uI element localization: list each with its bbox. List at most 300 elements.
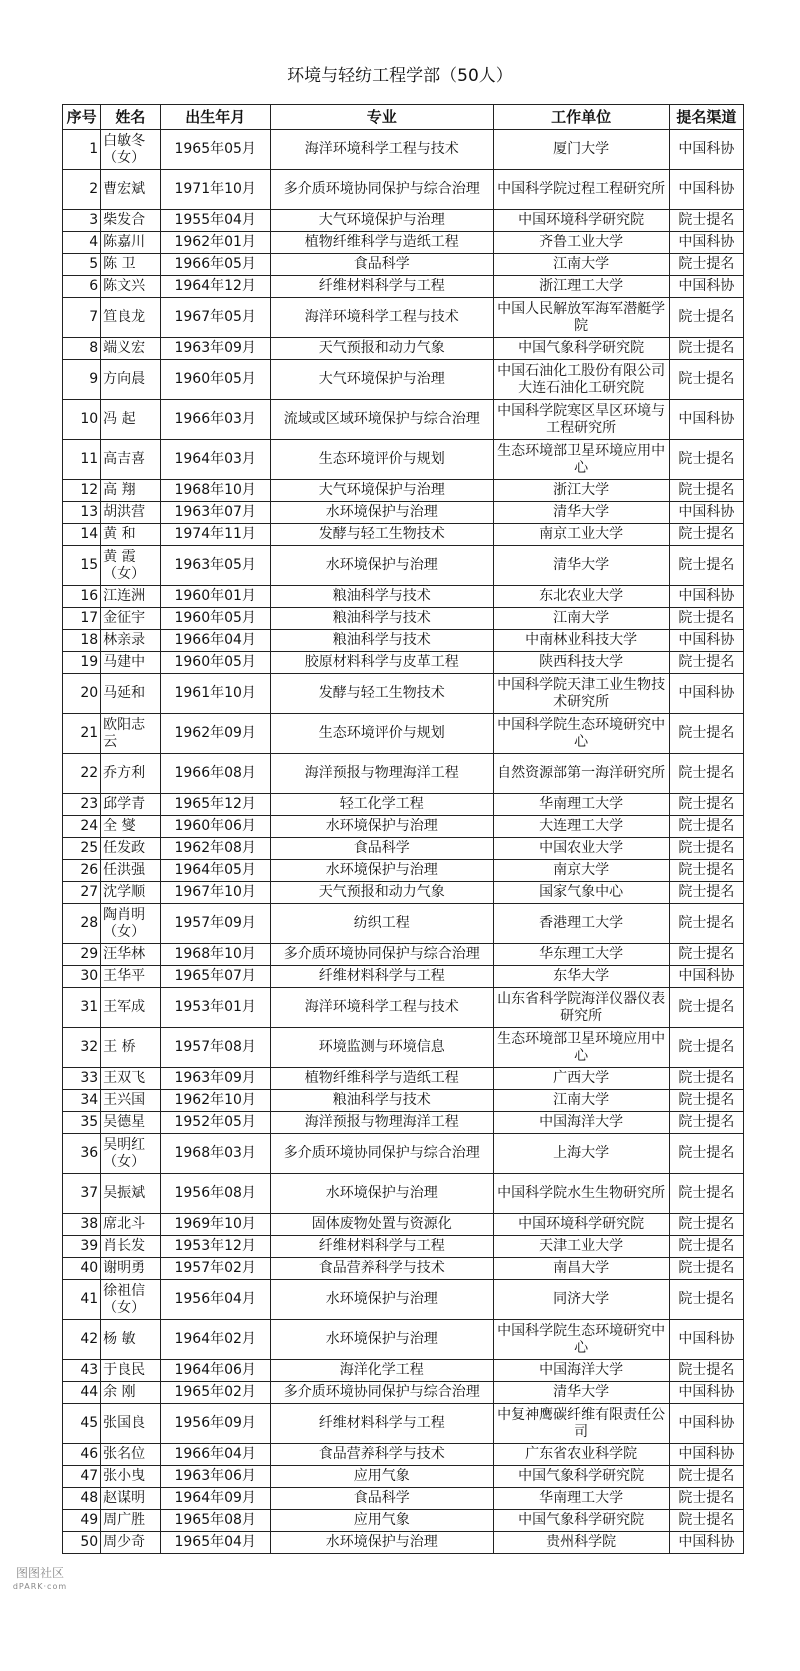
cell-birth: 1971年10月: [160, 170, 270, 210]
table-row: [63, 502, 744, 524]
cell-name: 赵谋明: [101, 1488, 160, 1510]
cell-channel: 院士提名: [669, 608, 743, 630]
cell-major: 固体废物处置与资源化: [270, 1214, 493, 1236]
cell-birth: 1962年09月: [160, 714, 270, 754]
cell-major: 发酵与轻工生物技术: [270, 674, 493, 714]
cell-no: 20: [63, 674, 101, 714]
cell-no: 47: [63, 1466, 101, 1488]
cell-birth: 1965年07月: [160, 966, 270, 988]
cell-name: 王军成: [101, 988, 160, 1028]
table-row: [63, 860, 744, 882]
cell-no: 48: [63, 1488, 101, 1510]
cell-no: 42: [63, 1320, 101, 1360]
cell-major: 粮油科学与技术: [270, 1090, 493, 1112]
cell-birth: 1964年03月: [160, 440, 270, 480]
cell-major: 水环境保护与治理: [270, 1320, 493, 1360]
table-row: [63, 754, 744, 794]
table-row: [63, 1360, 744, 1382]
cell-channel: 院士提名: [669, 210, 743, 232]
cell-birth: 1956年09月: [160, 1404, 270, 1444]
cell-birth: 1963年09月: [160, 1068, 270, 1090]
cell-channel: 院士提名: [669, 1214, 743, 1236]
cell-major: 生态环境评价与规划: [270, 440, 493, 480]
cell-no: 16: [63, 586, 101, 608]
cell-name: 余 刚: [101, 1382, 160, 1404]
cell-channel: 院士提名: [669, 882, 743, 904]
table-row: [63, 1444, 744, 1466]
cell-no: 13: [63, 502, 101, 524]
cell-no: 15: [63, 546, 101, 586]
watermark-main: 图图社区: [15, 1566, 64, 1580]
table-row: [63, 966, 744, 988]
cell-major: 海洋预报与物理海洋工程: [270, 1112, 493, 1134]
col-header-unit: 工作单位: [493, 105, 669, 130]
cell-birth: 1966年05月: [160, 254, 270, 276]
cell-no: 11: [63, 440, 101, 480]
cell-birth: 1965年04月: [160, 1532, 270, 1554]
cell-name: 王兴国: [101, 1090, 160, 1112]
table-row: [63, 1280, 744, 1320]
table-row: [63, 360, 744, 400]
cell-unit: 广西大学: [493, 1068, 669, 1090]
table-row: [63, 254, 744, 276]
cell-channel: 院士提名: [669, 440, 743, 480]
cell-unit: 贵州科学院: [493, 1532, 669, 1554]
cell-channel: 中国科协: [669, 170, 743, 210]
cell-no: 2: [63, 170, 101, 210]
cell-birth: 1960年05月: [160, 652, 270, 674]
cell-unit: 中复神鹰碳纤维有限责任公司: [493, 1404, 669, 1444]
table-row: [63, 838, 744, 860]
cell-name: 周广胜: [101, 1510, 160, 1532]
cell-birth: 1963年05月: [160, 546, 270, 586]
cell-unit: 上海大学: [493, 1134, 669, 1174]
table-row: [63, 608, 744, 630]
cell-major: 粮油科学与技术: [270, 608, 493, 630]
cell-unit: 中国石油化工股份有限公司大连石油化工研究院: [493, 360, 669, 400]
cell-no: 39: [63, 1236, 101, 1258]
cell-channel: 院士提名: [669, 1236, 743, 1258]
cell-birth: 1966年04月: [160, 1444, 270, 1466]
cell-channel: 院士提名: [669, 360, 743, 400]
cell-birth: 1965年08月: [160, 1510, 270, 1532]
cell-no: 23: [63, 794, 101, 816]
cell-major: 发酵与轻工生物技术: [270, 524, 493, 546]
cell-birth: 1952年05月: [160, 1112, 270, 1134]
table-row: [63, 1112, 744, 1134]
table-row: [63, 232, 744, 254]
cell-name: 任发政: [101, 838, 160, 860]
table-row: [63, 882, 744, 904]
page-title: 环境与轻纺工程学部（50人）: [287, 66, 513, 86]
cell-unit: 清华大学: [493, 546, 669, 586]
cell-name: 王华平: [101, 966, 160, 988]
cell-name: 金征宇: [101, 608, 160, 630]
cell-birth: 1964年05月: [160, 860, 270, 882]
watermark-sub: dPARK·com: [12, 1582, 68, 1591]
cell-channel: 中国科协: [669, 1382, 743, 1404]
col-header-birth: 出生年月: [160, 105, 270, 130]
cell-name: 欧阳志云: [101, 714, 160, 754]
cell-unit: 中国海洋大学: [493, 1112, 669, 1134]
cell-channel: 院士提名: [669, 298, 743, 338]
cell-birth: 1953年01月: [160, 988, 270, 1028]
table-row: [63, 210, 744, 232]
cell-birth: 1968年10月: [160, 480, 270, 502]
cell-birth: 1956年08月: [160, 1174, 270, 1214]
cell-channel: 院士提名: [669, 1360, 743, 1382]
cell-channel: 院士提名: [669, 1488, 743, 1510]
table-row: [63, 276, 744, 298]
cell-unit: 生态环境部卫星环境应用中心: [493, 440, 669, 480]
cell-major: 多介质环境协同保护与综合治理: [270, 170, 493, 210]
cell-name: 吴振斌: [101, 1174, 160, 1214]
table-row: [63, 1404, 744, 1444]
cell-major: 天气预报和动力气象: [270, 338, 493, 360]
cell-unit: 中国人民解放军海军潜艇学院: [493, 298, 669, 338]
cell-no: 24: [63, 816, 101, 838]
cell-channel: 中国科协: [669, 400, 743, 440]
cell-name: 林亲录: [101, 630, 160, 652]
table-row: [63, 546, 744, 586]
cell-name: 吴德星: [101, 1112, 160, 1134]
cell-unit: 华南理工大学: [493, 1488, 669, 1510]
cell-birth: 1965年05月: [160, 130, 270, 170]
cell-channel: 院士提名: [669, 338, 743, 360]
cell-channel: 院士提名: [669, 524, 743, 546]
cell-birth: 1968年03月: [160, 1134, 270, 1174]
cell-major: 植物纤维科学与造纸工程: [270, 232, 493, 254]
cell-unit: 中国科学院水生生物研究所: [493, 1174, 669, 1214]
cell-unit: 中国科学院生态环境研究中心: [493, 714, 669, 754]
cell-birth: 1964年12月: [160, 276, 270, 298]
table-row: [63, 944, 744, 966]
cell-no: 45: [63, 1404, 101, 1444]
cell-unit: 清华大学: [493, 1382, 669, 1404]
cell-birth: 1967年05月: [160, 298, 270, 338]
cell-unit: 南京大学: [493, 860, 669, 882]
cell-name: 白敏冬（女）: [101, 130, 160, 170]
cell-major: 生态环境评价与规划: [270, 714, 493, 754]
cell-birth: 1961年10月: [160, 674, 270, 714]
cell-no: 26: [63, 860, 101, 882]
cell-unit: 中国环境科学研究院: [493, 1214, 669, 1236]
table-row: [63, 652, 744, 674]
cell-no: 31: [63, 988, 101, 1028]
cell-major: 食品科学: [270, 1488, 493, 1510]
cell-unit: 中国环境科学研究院: [493, 210, 669, 232]
table-row: [63, 1320, 744, 1360]
table-row: [63, 400, 744, 440]
cell-unit: 中国气象科学研究院: [493, 1466, 669, 1488]
table-row: [63, 1488, 744, 1510]
cell-major: 轻工化学工程: [270, 794, 493, 816]
table-row: [63, 904, 744, 944]
cell-no: 7: [63, 298, 101, 338]
cell-no: 44: [63, 1382, 101, 1404]
cell-no: 18: [63, 630, 101, 652]
table-row: [63, 988, 744, 1028]
cell-channel: 院士提名: [669, 1028, 743, 1068]
cell-name: 张名位: [101, 1444, 160, 1466]
cell-birth: 1960年06月: [160, 816, 270, 838]
cell-major: 海洋环境科学工程与技术: [270, 130, 493, 170]
cell-unit: 中国科学院过程工程研究所: [493, 170, 669, 210]
cell-major: 多介质环境协同保护与综合治理: [270, 1134, 493, 1174]
table-row: [63, 130, 744, 170]
cell-birth: 1966年08月: [160, 754, 270, 794]
cell-channel: 院士提名: [669, 754, 743, 794]
cell-birth: 1955年04月: [160, 210, 270, 232]
member-table: [62, 104, 744, 1554]
table-header-row: [63, 105, 744, 130]
table-row: [63, 674, 744, 714]
cell-no: 49: [63, 1510, 101, 1532]
cell-name: 张小曳: [101, 1466, 160, 1488]
table-body: [63, 130, 744, 1554]
cell-birth: 1960年01月: [160, 586, 270, 608]
cell-unit: 厦门大学: [493, 130, 669, 170]
col-header-no: 序号: [63, 105, 101, 130]
cell-name: 邱学青: [101, 794, 160, 816]
cell-major: 纺织工程: [270, 904, 493, 944]
cell-major: 食品营养科学与技术: [270, 1258, 493, 1280]
cell-unit: 江南大学: [493, 608, 669, 630]
cell-birth: 1957年08月: [160, 1028, 270, 1068]
cell-channel: 院士提名: [669, 1510, 743, 1532]
cell-major: 应用气象: [270, 1466, 493, 1488]
cell-major: 胶原材料科学与皮革工程: [270, 652, 493, 674]
cell-birth: 1963年09月: [160, 338, 270, 360]
cell-name: 高 翔: [101, 480, 160, 502]
cell-no: 25: [63, 838, 101, 860]
cell-birth: 1964年06月: [160, 1360, 270, 1382]
cell-channel: 院士提名: [669, 988, 743, 1028]
cell-major: 水环境保护与治理: [270, 546, 493, 586]
cell-major: 多介质环境协同保护与综合治理: [270, 944, 493, 966]
cell-name: 陈文兴: [101, 276, 160, 298]
cell-name: 全 燮: [101, 816, 160, 838]
cell-name: 陶肖明（女）: [101, 904, 160, 944]
cell-major: 海洋环境科学工程与技术: [270, 988, 493, 1028]
cell-channel: 院士提名: [669, 1174, 743, 1214]
cell-name: 张国良: [101, 1404, 160, 1444]
table-row: [63, 816, 744, 838]
cell-name: 肖长发: [101, 1236, 160, 1258]
cell-channel: 中国科协: [669, 1532, 743, 1554]
cell-name: 胡洪营: [101, 502, 160, 524]
cell-name: 王双飞: [101, 1068, 160, 1090]
cell-name: 江连洲: [101, 586, 160, 608]
cell-birth: 1965年12月: [160, 794, 270, 816]
cell-name: 沈学顺: [101, 882, 160, 904]
cell-channel: 院士提名: [669, 1280, 743, 1320]
cell-name: 陈 卫: [101, 254, 160, 276]
cell-channel: 院士提名: [669, 1258, 743, 1280]
cell-no: 1: [63, 130, 101, 170]
cell-name: 汪华林: [101, 944, 160, 966]
cell-name: 于良民: [101, 1360, 160, 1382]
col-header-channel: 提名渠道: [669, 105, 743, 130]
cell-channel: 中国科协: [669, 1404, 743, 1444]
cell-unit: 东北农业大学: [493, 586, 669, 608]
table-row: [63, 440, 744, 480]
cell-name: 方向晨: [101, 360, 160, 400]
cell-channel: 院士提名: [669, 546, 743, 586]
cell-channel: 中国科协: [669, 1444, 743, 1466]
table-row: [63, 1214, 744, 1236]
cell-major: 水环境保护与治理: [270, 1174, 493, 1214]
cell-birth: 1960年05月: [160, 608, 270, 630]
cell-no: 12: [63, 480, 101, 502]
cell-no: 21: [63, 714, 101, 754]
cell-major: 粮油科学与技术: [270, 586, 493, 608]
cell-channel: 院士提名: [669, 1112, 743, 1134]
cell-birth: 1966年03月: [160, 400, 270, 440]
cell-name: 柴发合: [101, 210, 160, 232]
cell-channel: 院士提名: [669, 904, 743, 944]
cell-birth: 1962年10月: [160, 1090, 270, 1112]
cell-unit: 中国海洋大学: [493, 1360, 669, 1382]
cell-unit: 浙江大学: [493, 480, 669, 502]
cell-unit: 南京工业大学: [493, 524, 669, 546]
cell-no: 4: [63, 232, 101, 254]
cell-birth: 1969年10月: [160, 1214, 270, 1236]
cell-major: 食品科学: [270, 254, 493, 276]
cell-no: 37: [63, 1174, 101, 1214]
cell-birth: 1957年02月: [160, 1258, 270, 1280]
cell-name: 冯 起: [101, 400, 160, 440]
cell-channel: 中国科协: [669, 130, 743, 170]
cell-unit: 江南大学: [493, 254, 669, 276]
cell-channel: 院士提名: [669, 1466, 743, 1488]
cell-major: 粮油科学与技术: [270, 630, 493, 652]
cell-channel: 院士提名: [669, 944, 743, 966]
cell-name: 任洪强: [101, 860, 160, 882]
cell-no: 9: [63, 360, 101, 400]
cell-major: 多介质环境协同保护与综合治理: [270, 1382, 493, 1404]
cell-no: 33: [63, 1068, 101, 1090]
cell-major: 水环境保护与治理: [270, 816, 493, 838]
cell-channel: 院士提名: [669, 714, 743, 754]
cell-channel: 院士提名: [669, 816, 743, 838]
cell-unit: 生态环境部卫星环境应用中心: [493, 1028, 669, 1068]
cell-unit: 中国气象科学研究院: [493, 338, 669, 360]
cell-no: 38: [63, 1214, 101, 1236]
cell-channel: 院士提名: [669, 860, 743, 882]
cell-name: 端义宏: [101, 338, 160, 360]
cell-no: 28: [63, 904, 101, 944]
cell-no: 29: [63, 944, 101, 966]
table-row: [63, 1466, 744, 1488]
cell-name: 席北斗: [101, 1214, 160, 1236]
cell-birth: 1960年05月: [160, 360, 270, 400]
cell-major: 大气环境保护与治理: [270, 480, 493, 502]
cell-no: 36: [63, 1134, 101, 1174]
table-row: [63, 714, 744, 754]
cell-birth: 1964年09月: [160, 1488, 270, 1510]
cell-unit: 国家气象中心: [493, 882, 669, 904]
cell-unit: 香港理工大学: [493, 904, 669, 944]
cell-name: 马建中: [101, 652, 160, 674]
cell-unit: 华东理工大学: [493, 944, 669, 966]
cell-birth: 1974年11月: [160, 524, 270, 546]
cell-name: 吴明红（女）: [101, 1134, 160, 1174]
table-row: [63, 1134, 744, 1174]
cell-no: 41: [63, 1280, 101, 1320]
cell-major: 水环境保护与治理: [270, 502, 493, 524]
cell-no: 30: [63, 966, 101, 988]
cell-unit: 陕西科技大学: [493, 652, 669, 674]
cell-channel: 院士提名: [669, 1134, 743, 1174]
col-header-name: 姓名: [101, 105, 160, 130]
table-row: [63, 1028, 744, 1068]
table-row: [63, 630, 744, 652]
cell-birth: 1963年07月: [160, 502, 270, 524]
cell-no: 22: [63, 754, 101, 794]
cell-unit: 江南大学: [493, 1090, 669, 1112]
cell-no: 40: [63, 1258, 101, 1280]
cell-unit: 清华大学: [493, 502, 669, 524]
cell-birth: 1956年04月: [160, 1280, 270, 1320]
cell-birth: 1962年08月: [160, 838, 270, 860]
cell-no: 8: [63, 338, 101, 360]
cell-major: 纤维材料科学与工程: [270, 276, 493, 298]
cell-name: 陈嘉川: [101, 232, 160, 254]
cell-birth: 1967年10月: [160, 882, 270, 904]
cell-unit: 东华大学: [493, 966, 669, 988]
cell-channel: 院士提名: [669, 794, 743, 816]
cell-major: 大气环境保护与治理: [270, 360, 493, 400]
cell-major: 天气预报和动力气象: [270, 882, 493, 904]
cell-channel: 中国科协: [669, 630, 743, 652]
cell-channel: 中国科协: [669, 276, 743, 298]
cell-name: 徐祖信（女）: [101, 1280, 160, 1320]
cell-birth: 1953年12月: [160, 1236, 270, 1258]
cell-no: 35: [63, 1112, 101, 1134]
cell-unit: 山东省科学院海洋仪器仪表研究所: [493, 988, 669, 1028]
cell-unit: 同济大学: [493, 1280, 669, 1320]
cell-major: 海洋化学工程: [270, 1360, 493, 1382]
cell-birth: 1957年09月: [160, 904, 270, 944]
cell-unit: 中南林业科技大学: [493, 630, 669, 652]
cell-no: 43: [63, 1360, 101, 1382]
cell-no: 27: [63, 882, 101, 904]
cell-major: 环境监测与环境信息: [270, 1028, 493, 1068]
table-row: [63, 1532, 744, 1554]
cell-name: 黄 和: [101, 524, 160, 546]
cell-birth: 1962年01月: [160, 232, 270, 254]
table-row: [63, 480, 744, 502]
cell-major: 纤维材料科学与工程: [270, 1236, 493, 1258]
cell-no: 10: [63, 400, 101, 440]
cell-name: 黄 霞（女）: [101, 546, 160, 586]
cell-major: 应用气象: [270, 1510, 493, 1532]
cell-no: 32: [63, 1028, 101, 1068]
cell-channel: 中国科协: [669, 1320, 743, 1360]
cell-name: 周少奇: [101, 1532, 160, 1554]
cell-unit: 华南理工大学: [493, 794, 669, 816]
cell-no: 3: [63, 210, 101, 232]
table-row: [63, 794, 744, 816]
cell-major: 大气环境保护与治理: [270, 210, 493, 232]
cell-major: 水环境保护与治理: [270, 1532, 493, 1554]
cell-major: 水环境保护与治理: [270, 1280, 493, 1320]
cell-birth: 1968年10月: [160, 944, 270, 966]
cell-unit: 中国农业大学: [493, 838, 669, 860]
cell-no: 46: [63, 1444, 101, 1466]
cell-major: 海洋预报与物理海洋工程: [270, 754, 493, 794]
